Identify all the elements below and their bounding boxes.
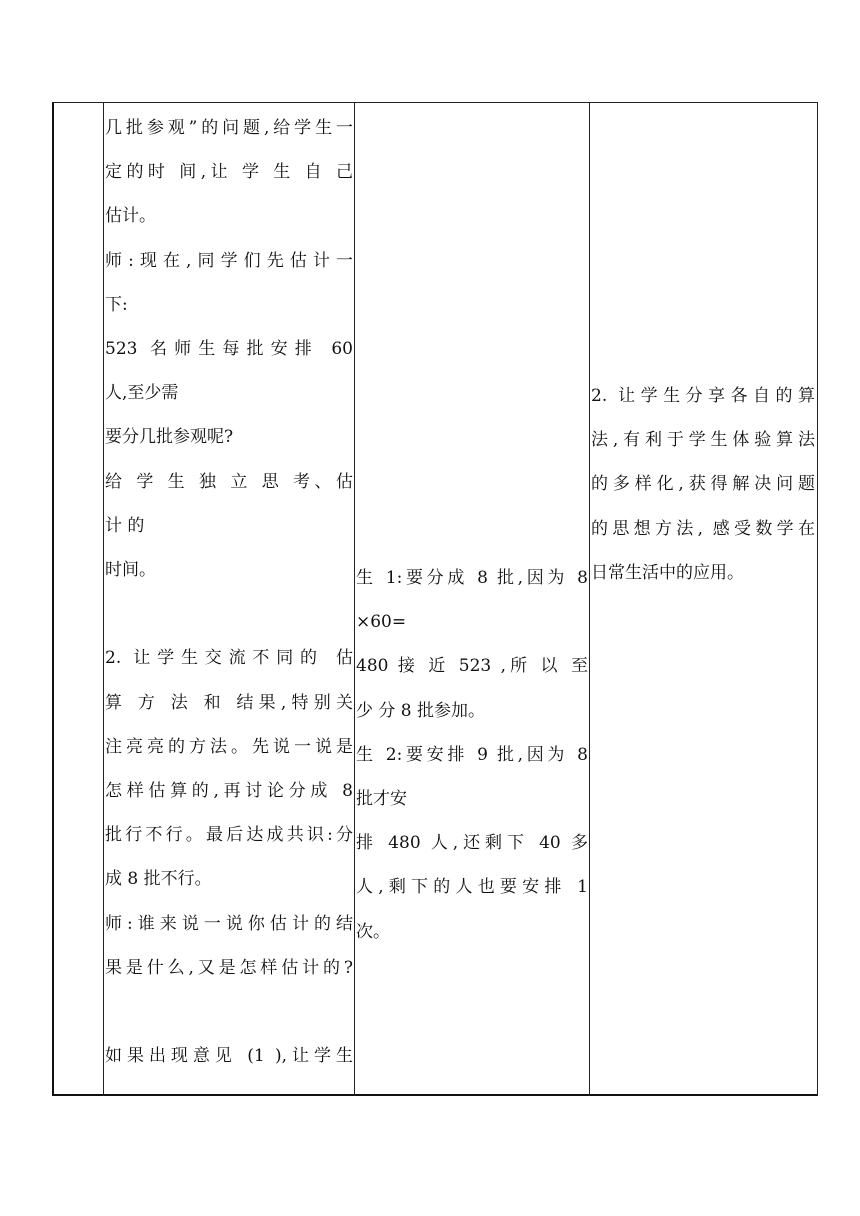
teacher-activity-column: [105, 102, 353, 1096]
teacher-activity-text-line: 注亮亮的方法。先说一说是: [105, 736, 353, 757]
student-activity-text-line: ×60=: [356, 612, 407, 633]
design-intent-text-line: 2. 让学生分享各自的算: [591, 386, 815, 406]
student-activity-text-line: 480 接 近 523 ,所 以 至: [356, 656, 588, 677]
student-activity-text-line: 人,剩下的人也要安排 1: [356, 877, 588, 898]
label-column: [54, 102, 103, 1096]
teacher-activity-text-line: 定的时 间,让 学 生 自 己: [105, 162, 353, 183]
teacher-activity-text-line: 2. 让学生交流不同的 估: [105, 648, 353, 669]
teacher-activity-text-line: [105, 990, 353, 1034]
column-divider-1: [103, 102, 104, 1096]
teacher-activity-text-line: 怎样估算的,再讨论分成 8: [105, 781, 353, 801]
teacher-activity-text-line: 给 学 生 独 立 思 考、估: [105, 471, 353, 492]
student-activity-text-line: 生 1:要分成 8 批,因为 8: [356, 568, 588, 588]
teacher-activity-text-line: 果是什么,又是怎样估计的?: [105, 957, 353, 978]
teacher-activity-text-line: 师:现在,同学们先估计一: [105, 250, 353, 271]
teacher-activity-text-line: 估计。: [105, 206, 156, 227]
column-divider-2: [354, 102, 355, 1096]
student-activity-text-line: 批才安: [356, 789, 407, 809]
student-activity-text-line: 排 480 人,还剩下 40 多: [356, 833, 588, 854]
column-divider-3: [589, 102, 590, 1096]
teacher-activity-text-line: 成 8 批不行。: [105, 869, 212, 890]
teacher-activity-text-line: 批行不行。最后达成共识:分: [105, 825, 353, 846]
teacher-activity-text-line: 如果出现意见 (1 ),让学生: [105, 1046, 353, 1067]
student-activity-text-line: 生 2:要安排 9 批,因为 8: [356, 744, 588, 765]
design-intent-text-line: 的思想方法, 感受数学在: [591, 518, 815, 539]
lesson-plan-table: [52, 102, 818, 1096]
teacher-activity-text-line: [105, 592, 353, 636]
design-intent-text-line: 日常生活中的应用。: [591, 562, 744, 583]
student-activity-text-line: 少 分 8 批参加。: [356, 700, 486, 721]
teacher-activity-text-line: 时间。: [105, 560, 156, 580]
teacher-activity-text-line: 师:谁来说一说你估计的结: [105, 913, 353, 934]
student-activity-column: [356, 102, 588, 1096]
teacher-activity-text-line: 523 名师生每批安排 60: [105, 339, 353, 359]
teacher-activity-text-line: 算 方 法 和 结果,特别关: [105, 692, 353, 713]
design-intent-column: [591, 102, 815, 1096]
teacher-activity-text-line: 几批参观”的问题,给学生一: [105, 118, 353, 138]
student-activity-text-line: 次。: [356, 921, 390, 942]
teacher-activity-text-line: 要分几批参观呢?: [105, 427, 234, 448]
design-intent-text-line: 法,有利于学生体验算法: [591, 430, 815, 451]
teacher-activity-text-line: 人,至少需: [105, 383, 179, 404]
design-intent-text-line: 的多样化,获得解决问题: [591, 474, 815, 495]
teacher-activity-text-line: 下:: [105, 294, 128, 315]
table-right-border: [817, 102, 818, 1096]
teacher-activity-text-line: 计 的: [105, 515, 145, 536]
